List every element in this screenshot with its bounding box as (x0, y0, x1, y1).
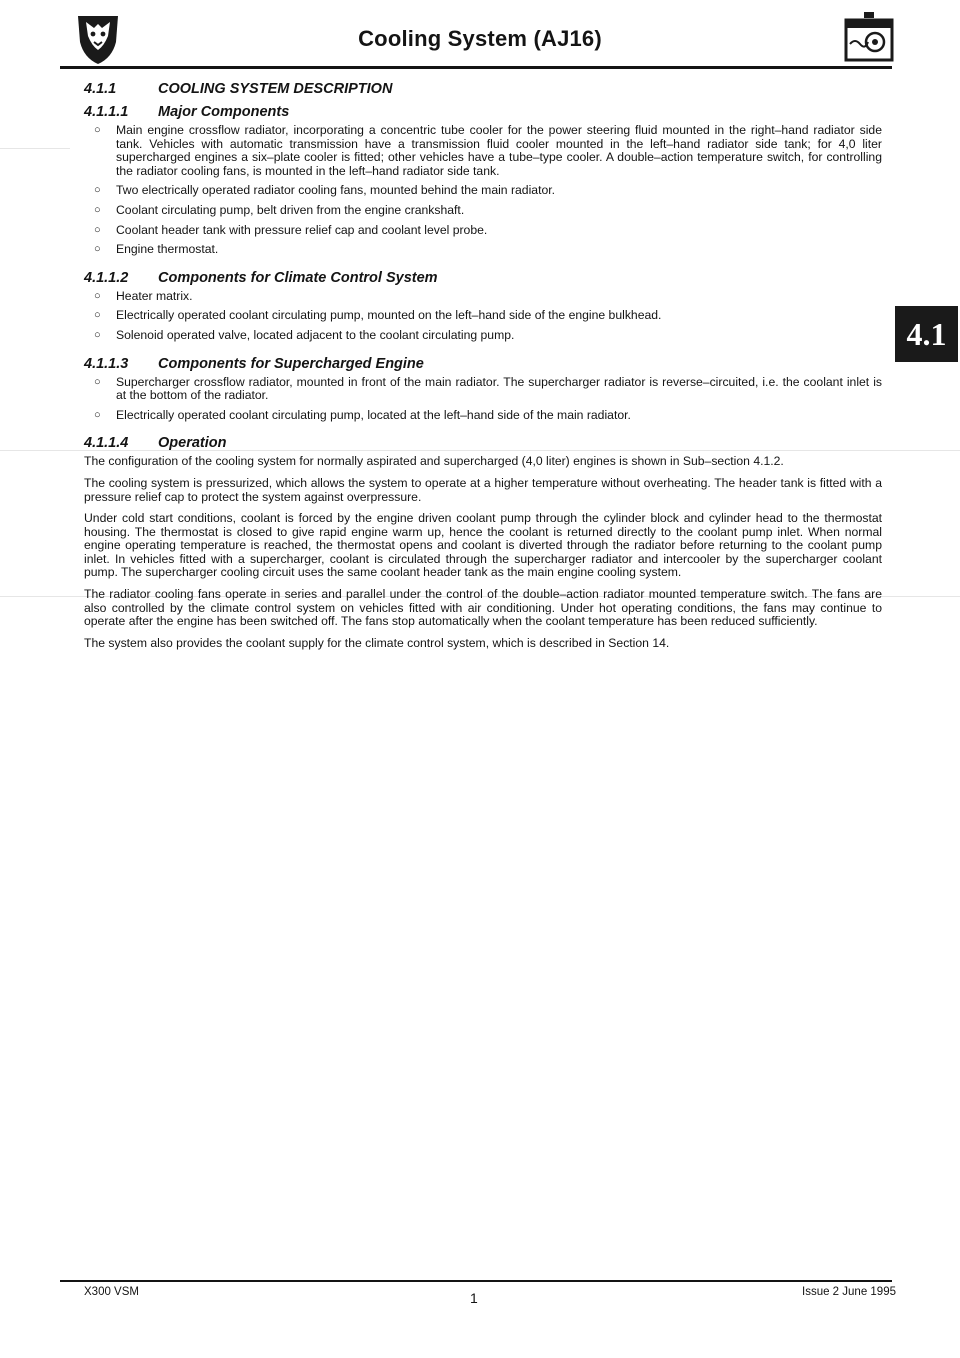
footer-doc-id: X300 VSM (84, 1286, 139, 1298)
subsection-title: Components for Climate Control System (158, 269, 438, 286)
bullet-circle-icon: ○ (94, 243, 101, 256)
subsection-title: Operation (158, 435, 227, 452)
subsection-number: 4.1.1.4 (84, 435, 129, 452)
subsection-number: 4.1.1.3 (84, 355, 129, 372)
section-tab: 4.1 (895, 306, 958, 362)
radiator-icon (842, 10, 894, 64)
operation-paragraph: The cooling system is pressurized, which allows the system to operate at a higher temperature without overheating. The header tank is fitted with a pressure relief cap to protect the system against overpressure. (84, 475, 882, 504)
list-item: ○ Engine thermostat. (94, 242, 219, 257)
subsection-heading-supercharged (84, 356, 882, 372)
section-title: COOLING SYSTEM DESCRIPTION (158, 81, 393, 97)
list-item: ○ Coolant header tank with pressure relief cap and coolant level probe. (94, 222, 488, 237)
subsection-number: 4.1.1.1 (84, 104, 129, 120)
supercharged-components-list (84, 376, 882, 423)
list-item: ○ Coolant circulating pump, belt driven from the engine crankshaft. (94, 202, 465, 217)
header-rule (60, 66, 892, 69)
subsection-heading-operation (84, 435, 882, 451)
list-item: ○ Main engine crossflow radiator, incorporating a concentric tube cooler for the power steering fluid mounted in the right–hand radiator side tank. Vehicles with automatic transmission have a transmission fluid cooler mounted in the left–hand radiator side tank; for 4,0 liter supercharged engines a six–plate cooler is fitted; other vehicles have a tube–type cooler. A double–action temperature switch, for controlling the radiator cooling fans, is mounted in the left–hand radiator side tank. (94, 123, 882, 178)
page-header (0, 0, 960, 80)
main-content (84, 81, 882, 658)
footer-rule (60, 1280, 892, 1282)
bullet-circle-icon: ○ (94, 328, 101, 341)
operation-paragraph: Under cold start conditions, coolant is forced by the engine driven coolant pump through the cylinder block and cylinder head to the thermostat housing. The thermostat is closed to give rapid engine warm up, hence the coolant is returned directly to the coolant pump inlet. When normal engine operating temperature is reached, the thermostat opens and coolant is diverted through the radiator before returning to the coolant pump inlet. In vehicles fitted with a supercharger, coolant is circulated through the supercharger radiator and intercooler by the supercharger coolant pump. The supercharger cooling circuit uses the same coolant header tank as the main engine cooling system. (84, 511, 882, 580)
bullet-circle-icon: ○ (94, 184, 101, 197)
subsection-heading-climate (84, 270, 882, 286)
bullet-circle-icon: ○ (94, 223, 101, 236)
footer-issue: Issue 2 June 1995 (802, 1286, 896, 1298)
bullet-circle-icon: ○ (94, 289, 101, 302)
list-item: ○ Electrically operated coolant circulating pump, mounted on the left–hand side of the engine bulkhead. (94, 308, 662, 323)
page-number: 1 (470, 1290, 478, 1306)
subsection-heading-major (84, 104, 882, 120)
major-components-list (84, 124, 882, 257)
list-item: ○ Heater matrix. (94, 288, 193, 303)
section-heading (84, 81, 882, 97)
bullet-circle-icon: ○ (94, 203, 101, 216)
list-item: ○ Electrically operated coolant circulating pump, located at the left–hand side of the main radiator. (94, 407, 631, 422)
page-title: Cooling System (AJ16) (358, 26, 602, 51)
subsection-title: Components for Supercharged Engine (158, 355, 424, 372)
list-item: ○ Solenoid operated valve, located adjacent to the coolant circulating pump. (94, 327, 515, 342)
bullet-circle-icon: ○ (94, 408, 101, 421)
list-item: ○ Two electrically operated radiator cooling fans, mounted behind the main radiator. (94, 183, 556, 198)
subsection-title: Major Components (158, 104, 290, 120)
operation-paragraph: The system also provides the coolant supply for the climate control system, which is described in Section 14. (84, 635, 670, 650)
scan-line (0, 148, 70, 149)
climate-components-list (84, 290, 882, 343)
subsection-number: 4.1.1.2 (84, 269, 129, 286)
operation-paragraph: The configuration of the cooling system for normally aspirated and supercharged (4,0 liter) engines is shown in Sub–section 4.1.2. (84, 454, 784, 469)
bullet-circle-icon: ○ (94, 375, 101, 388)
operation-paragraph: The radiator cooling fans operate in series and parallel under the control of the double–action radiator mounted temperature switch. The fans are also controlled by the climate control system on vehicles fitted with air conditioning. Under hot operating conditions, the fans may continue to operate after the engine has been switched off. The fans stop automatically when the coolant temperature has been reduced sufficiently. (84, 587, 882, 629)
list-item: ○ Supercharger crossflow radiator, mounted in front of the main radiator. The supercharger radiator is reverse–circuited, i.e. the coolant inlet is at the bottom of the radiator. (94, 374, 882, 403)
section-number: 4.1.1 (84, 81, 117, 97)
bullet-circle-icon: ○ (94, 124, 101, 136)
bullet-circle-icon: ○ (94, 309, 101, 322)
